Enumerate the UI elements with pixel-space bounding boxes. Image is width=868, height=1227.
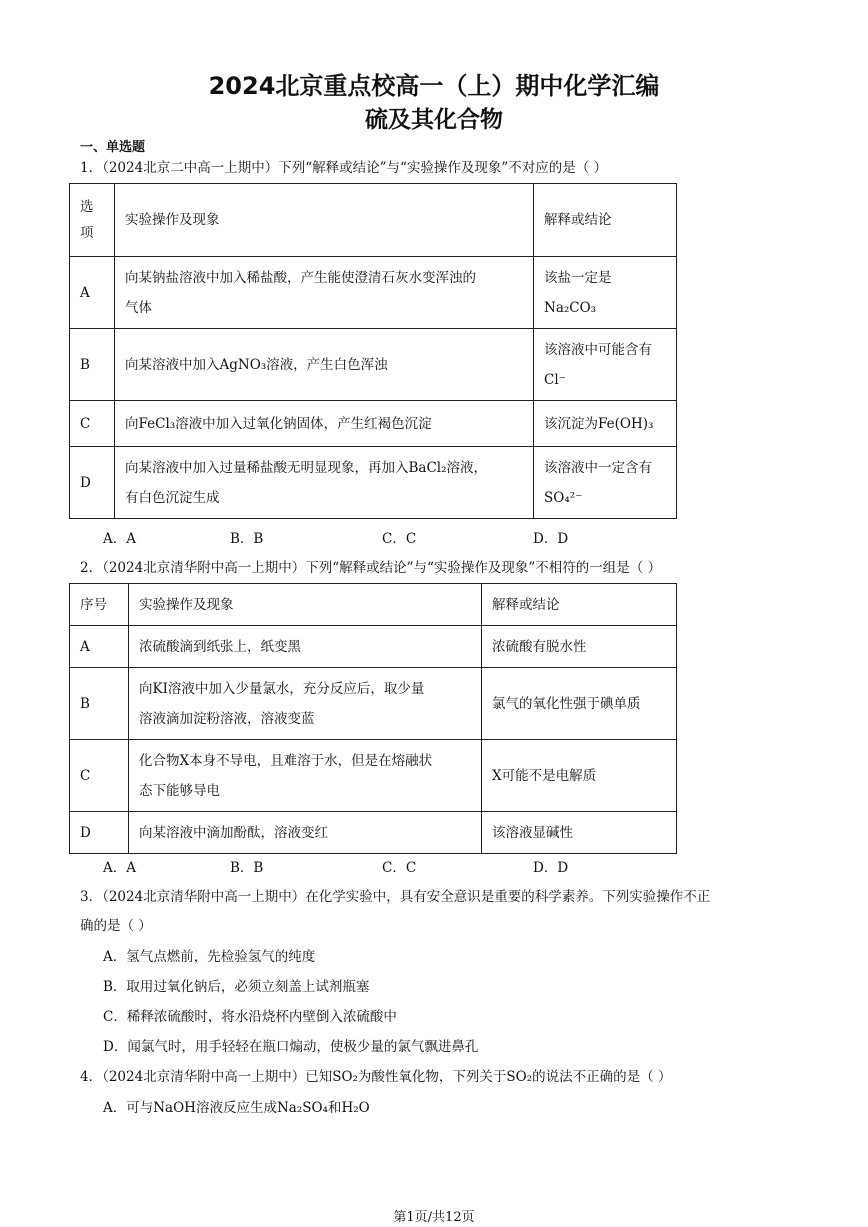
conclusion-cell: 该溶液中一定含有 SO₄²⁻ [534,447,677,519]
table-row [70,812,677,854]
table-row [70,447,677,519]
question-3-stem-cont: 确的是（ ） [80,918,152,934]
table-row [70,626,677,668]
conclusion-cell: 该沉淀为Fe(OH)₃ [534,401,677,447]
conclusion-cell: 该溶液中可能含有 Cl⁻ [534,329,677,401]
operation-cell: 向KI溶液中加入少量氯水，充分反应后，取少量 溶液滴加淀粉溶液，溶液变蓝 [129,668,482,740]
table-row [70,257,677,329]
answer-option[interactable]: A．A [103,531,136,547]
answer-option[interactable]: D．D [533,531,569,547]
table-row [70,740,677,812]
table-row [70,668,677,740]
option-cell: C [70,401,115,447]
question-1-stem: 1．（2024北京二中高一上期中）下列“解释或结论”与“实验操作及现象”不对应的是（ ） [80,160,608,176]
question-2-table [69,583,677,854]
table-header-cell: 选项 [70,184,115,257]
answer-choice[interactable]: B．取用过氧化钠后，必须立刻盖上试剂瓶塞 [103,979,370,995]
table-row [70,401,677,447]
option-cell: B [70,329,115,401]
answer-choice[interactable]: A．可与NaOH溶液反应生成Na₂SO₄和H₂O [103,1100,370,1116]
option-cell: D [70,812,129,854]
operation-cell: 向某溶液中加入AgNO₃溶液，产生白色浑浊 [115,329,534,401]
table-header-cell: 实验操作及现象 [129,584,482,626]
document-subtitle: 硫及其化合物 [365,107,503,133]
option-cell: B [70,668,129,740]
section-heading: 一、单选题 [80,140,146,155]
answer-option[interactable]: C．C [382,860,417,876]
question-1-table [69,183,677,519]
conclusion-cell: 氯气的氧化性强于碘单质 [482,668,677,740]
document-title: 2024北京重点校高一（上）期中化学汇编 [208,72,660,100]
operation-cell: 向某溶液中滴加酚酞，溶液变红 [129,812,482,854]
answer-choice[interactable]: C．稀释浓硫酸时，将水沿烧杯内壁倒入浓硫酸中 [103,1009,397,1025]
operation-cell: 向某钠盐溶液中加入稀盐酸，产生能使澄清石灰水变浑浊的 气体 [115,257,534,329]
option-cell: C [70,740,129,812]
table-header-cell: 实验操作及现象 [115,184,534,257]
table-row [70,329,677,401]
operation-cell: 化合物X本身不导电，且难溶于水，但是在熔融状 态下能够导电 [129,740,482,812]
operation-cell: 浓硫酸滴到纸张上，纸变黑 [129,626,482,668]
answer-option[interactable]: D．D [533,860,569,876]
option-cell: D [70,447,115,519]
answer-option[interactable]: A．A [103,860,136,876]
question-2-stem: 2．（2024北京清华附中高一上期中）下列“解释或结论”与“实验操作及现象”不相符的一组是（ ） [80,560,662,576]
option-cell: A [70,626,129,668]
table-header-cell: 序号 [70,584,129,626]
conclusion-cell: 该盐一定是 Na₂CO₃ [534,257,677,329]
option-cell: A [70,257,115,329]
conclusion-cell: 浓硫酸有脱水性 [482,626,677,668]
question-3-stem: 3．（2024北京清华附中高一上期中）在化学实验中，具有安全意识是重要的科学素养。下列实验操作不正 [80,889,711,905]
answer-choice[interactable]: D．闻氯气时，用手轻轻在瓶口煽动，使极少量的氯气飘进鼻孔 [103,1039,479,1055]
table-header-cell: 解释或结论 [482,584,677,626]
table-header-cell: 解释或结论 [534,184,677,257]
page-number: 第1页/共12页 [393,1210,475,1225]
answer-option[interactable]: B．B [230,860,264,876]
conclusion-cell: 该溶液显碱性 [482,812,677,854]
operation-cell: 向某溶液中加入过量稀盐酸无明显现象，再加入BaCl₂溶液， 有白色沉淀生成 [115,447,534,519]
answer-option[interactable]: B．B [230,531,264,547]
answer-option[interactable]: C．C [382,531,417,547]
question-4-stem: 4．（2024北京清华附中高一上期中）已知SO₂为酸性氧化物，下列关于SO₂的说法不正确的是（ ） [80,1069,672,1085]
operation-cell: 向FeCl₃溶液中加入过氧化钠固体，产生红褐色沉淀 [115,401,534,447]
answer-choice[interactable]: A．氢气点燃前，先检验氢气的纯度 [103,949,316,965]
conclusion-cell: X可能不是电解质 [482,740,677,812]
